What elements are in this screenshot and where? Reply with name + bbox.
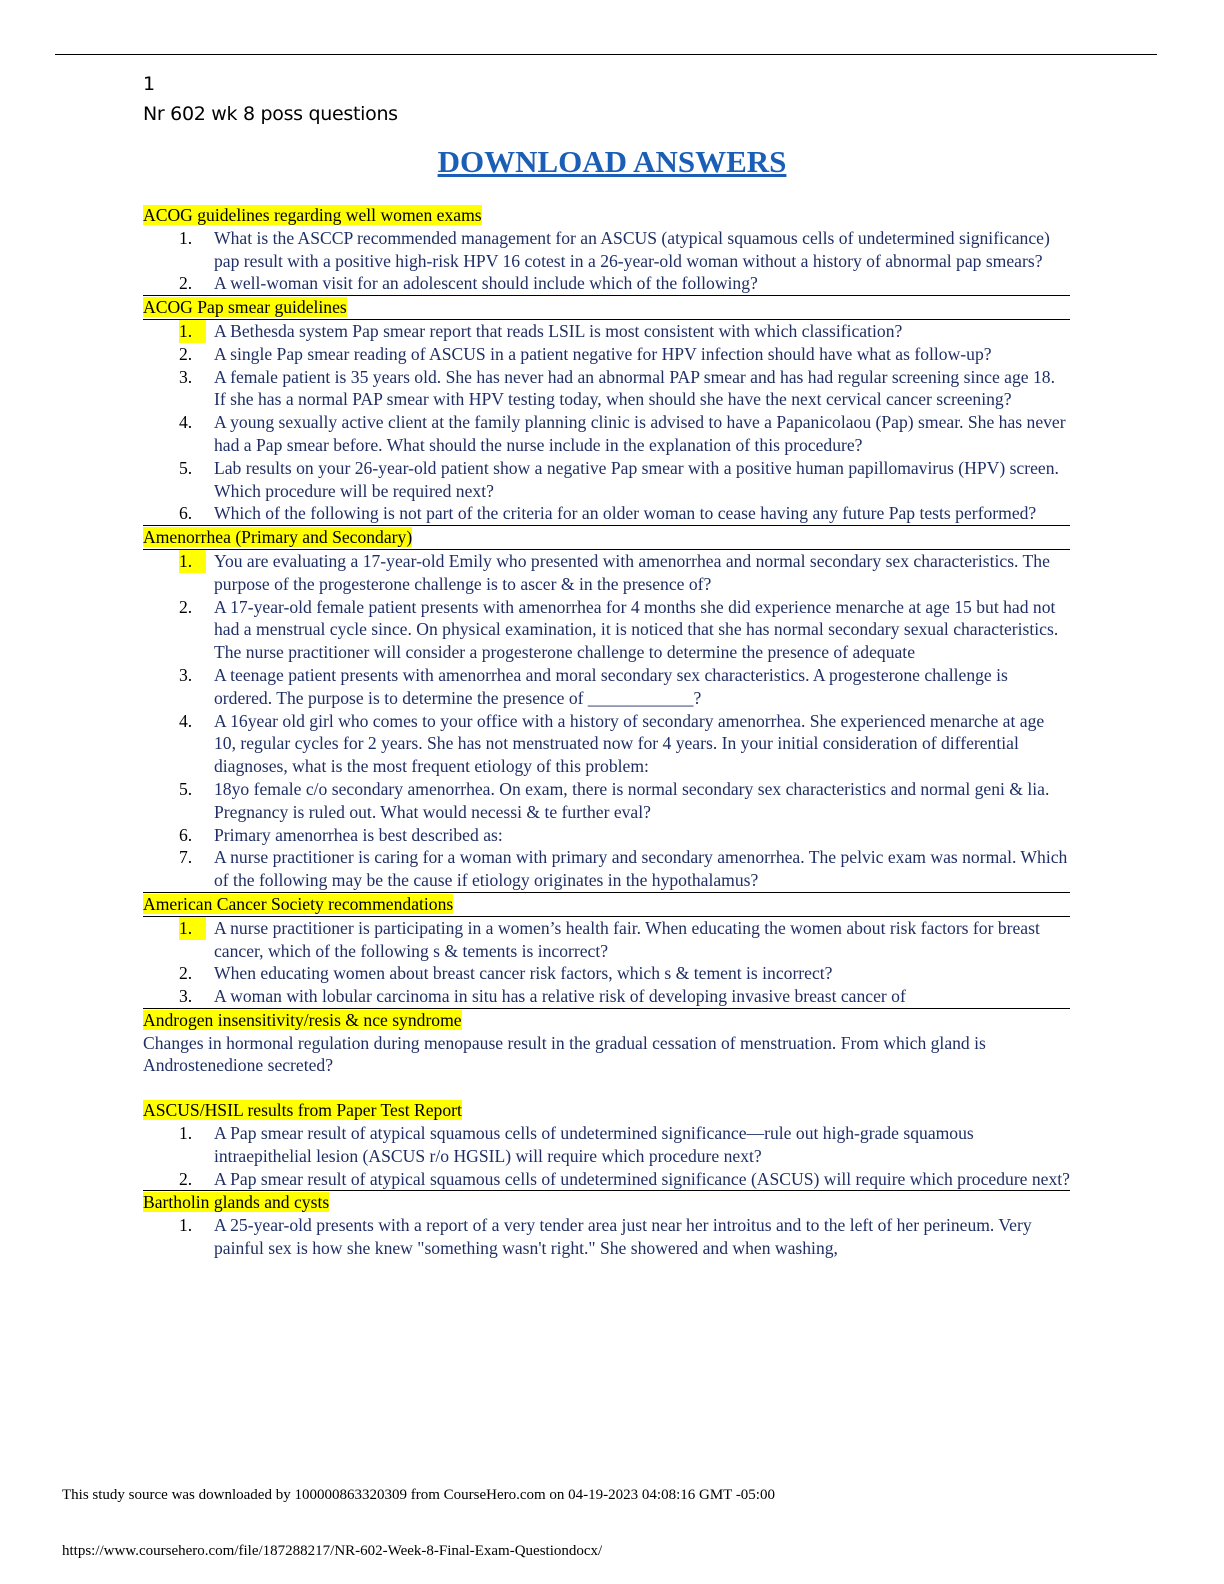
document-body — [143, 204, 1070, 1260]
question-item: 6. Primary amenorrhea is best described as: — [179, 824, 503, 845]
question-item: 3. A female patient is 35 years old. She has never had an abnormal PAP smear and has had regular screening since age 18. If she has a normal PAP smear with HPV testing today, when should she have the next cervical cancer screening? — [179, 366, 1055, 410]
section-androgen-insensitivity — [143, 1009, 1070, 1099]
section-ascus-hsil — [143, 1099, 1070, 1191]
section-acog-pap-smear — [143, 296, 1070, 526]
section-heading: ASCUS/HSIL results from Paper Test Report — [143, 1100, 462, 1121]
question-item: 2. When educating women about breast cancer risk factors, which s & tement is incorrect? — [179, 963, 833, 984]
page-number: 1 — [143, 73, 156, 95]
question-number: 4. — [179, 412, 193, 433]
question-list — [143, 1214, 1070, 1260]
question-item: 1. A Pap smear result of atypical squamous cells of undetermined significance—rule out high-grade squamous intraepithelial lesion (ASCUS r/o HGSIL) will require which procedure next? — [179, 1123, 974, 1166]
question-number: 2. — [179, 343, 193, 364]
question-number: 3. — [179, 986, 193, 1007]
question-item: 2. A well-woman visit for an adolescent should include which of the following? — [179, 273, 758, 294]
question-item: 3. A woman with lobular carcinoma in situ has a relative risk of developing invasive breast cancer of — [179, 986, 906, 1007]
question-number: 1. — [179, 550, 206, 573]
question-number: 7. — [179, 847, 193, 868]
section-bartholin-glands — [143, 1191, 1070, 1259]
question-number: 1. — [179, 320, 206, 343]
section-heading: Bartholin glands and cysts — [143, 1192, 330, 1213]
question-item: 4. A young sexually active client at the family planning clinic is advised to have a Papanicolaou (Pap) smear. She has never had a Pap smear before. What should the nurse include in the explanation of this procedure? — [179, 412, 1066, 455]
question-list — [143, 320, 1070, 525]
section-heading: ACOG Pap smear guidelines — [143, 296, 1070, 320]
question-list — [143, 917, 1070, 1008]
question-item: 1. A 25-year-old presents with a report of a very tender area just near her introitus and to the left of her perineum. Very painful sex is how she knew "something wasn't right." She showered and when washing, — [179, 1215, 1032, 1259]
question-number: 6. — [179, 824, 193, 845]
question-item: 4. A 16year old girl who comes to your office with a history of secondary amenorrhea. She experienced menarche at age 10, regular cycles for 2 years. She has not menstruated now for 4 years. In your initial consideration of differential diagnoses, what is the most frequent etiology of this problem: — [179, 710, 1045, 777]
question-item: 1. You are evaluating a 17-year-old Emily who presented with amenorrhea and normal secondary sex characteristics. The purpose of the progesterone challenge is to ascer & in the presence of? — [179, 550, 1050, 594]
source-url[interactable]: https://www.coursehero.com/file/187288217/NR-602-Week-8-Final-Exam-Questiondocx/ — [62, 1543, 603, 1559]
document-title: Nr 602 wk 8 poss questions — [143, 103, 398, 125]
question-number: 1. — [179, 917, 206, 940]
question-number: 1. — [179, 227, 193, 248]
question-number: 2. — [179, 273, 193, 294]
question-item: 2. A 17-year-old female patient presents with amenorrhea for 4 months she did experience menarche at age 15 but had not had a menstrual cycle since. On physical examination, it is noticed that she has normal secondary sexual characteristics. The nurse practitioner will consider a progesterone challenge to determine the presence of adequate — [179, 596, 1059, 663]
question-list — [143, 1122, 1070, 1190]
question-item: 2. A Pap smear result of atypical squamous cells of undetermined significance (ASCUS) will require which procedure next? — [179, 1168, 1070, 1189]
question-item: 1. A nurse practitioner is participating in a women’s health fair. When educating the women about risk factors for breast cancer, which of the following s & tements is incorrect? — [179, 917, 1040, 961]
header-rule — [55, 54, 1157, 55]
section-heading: ACOG guidelines regarding well women exams — [143, 205, 482, 225]
section-heading: American Cancer Society recommendations — [143, 893, 1070, 917]
source-footer: This study source was downloaded by 100000863320309 from CourseHero.com on 04-19-2023 04:08:16 GMT -05:00 — [62, 1487, 775, 1503]
question-number: 2. — [179, 596, 193, 617]
question-number: 1. — [179, 1215, 193, 1236]
question-paragraph: Changes in hormonal regulation during menopause result in the gradual cessation of menstruation. From which gland is Androstenedione secreted? — [143, 1032, 986, 1076]
section-heading: Androgen insensitivity/resis & nce syndrome — [143, 1009, 462, 1030]
question-number: 5. — [179, 778, 193, 799]
download-answers-link[interactable]: DOWNLOAD ANSWERS — [437, 144, 787, 179]
section-heading: Amenorrhea (Primary and Secondary) — [143, 526, 1070, 550]
spacer — [143, 1077, 1070, 1099]
question-list — [143, 227, 1070, 295]
question-item: 1. What is the ASCCP recommended management for an ASCUS (atypical squamous cells of undetermined significance) pap result with a positive high-risk HPV 16 cotest in a 26-year-old woman without a history of abnormal pap smears? — [179, 227, 1050, 271]
question-item: 5. 18yo female c/o secondary amenorrhea. On exam, there is normal secondary sex characteristics and normal geni & lia. Pregnancy is ruled out. What would necessi & te further eval? — [179, 778, 1050, 822]
section-acog-well-women — [143, 204, 1070, 296]
question-item: 3. A teenage patient presents with amenorrhea and moral secondary sex characteristics. A progesterone challenge is ordered. The purpose is to determine the presence of ____________? — [179, 664, 1008, 708]
question-number: 4. — [179, 710, 193, 731]
question-item: 1. A Bethesda system Pap smear report that reads LSIL is most consistent with which classification? — [179, 320, 903, 341]
section-american-cancer-society — [143, 893, 1070, 1009]
question-number: 2. — [179, 963, 193, 984]
question-number: 2. — [179, 1168, 193, 1189]
question-number: 1. — [179, 1123, 193, 1144]
question-item: 7. A nurse practitioner is caring for a woman with primary and secondary amenorrhea. The pelvic exam was normal. Which of the following may be the cause if etiology originates in the hypothalamus? — [179, 847, 1068, 891]
question-number: 6. — [179, 503, 193, 524]
question-number: 3. — [179, 664, 193, 685]
question-number: 5. — [179, 457, 193, 478]
question-item: 5. Lab results on your 26-year-old patient show a negative Pap smear with a positive human papillomavirus (HPV) screen. Which procedure will be required next? — [179, 457, 1059, 501]
section-amenorrhea — [143, 526, 1070, 893]
question-number: 3. — [179, 366, 193, 387]
question-list — [143, 550, 1070, 892]
question-item: 2. A single Pap smear reading of ASCUS in a patient negative for HPV infection should have what as follow-up? — [179, 343, 992, 364]
question-item: 6. Which of the following is not part of the criteria for an older woman to cease having any future Pap tests performed? — [179, 503, 1037, 524]
